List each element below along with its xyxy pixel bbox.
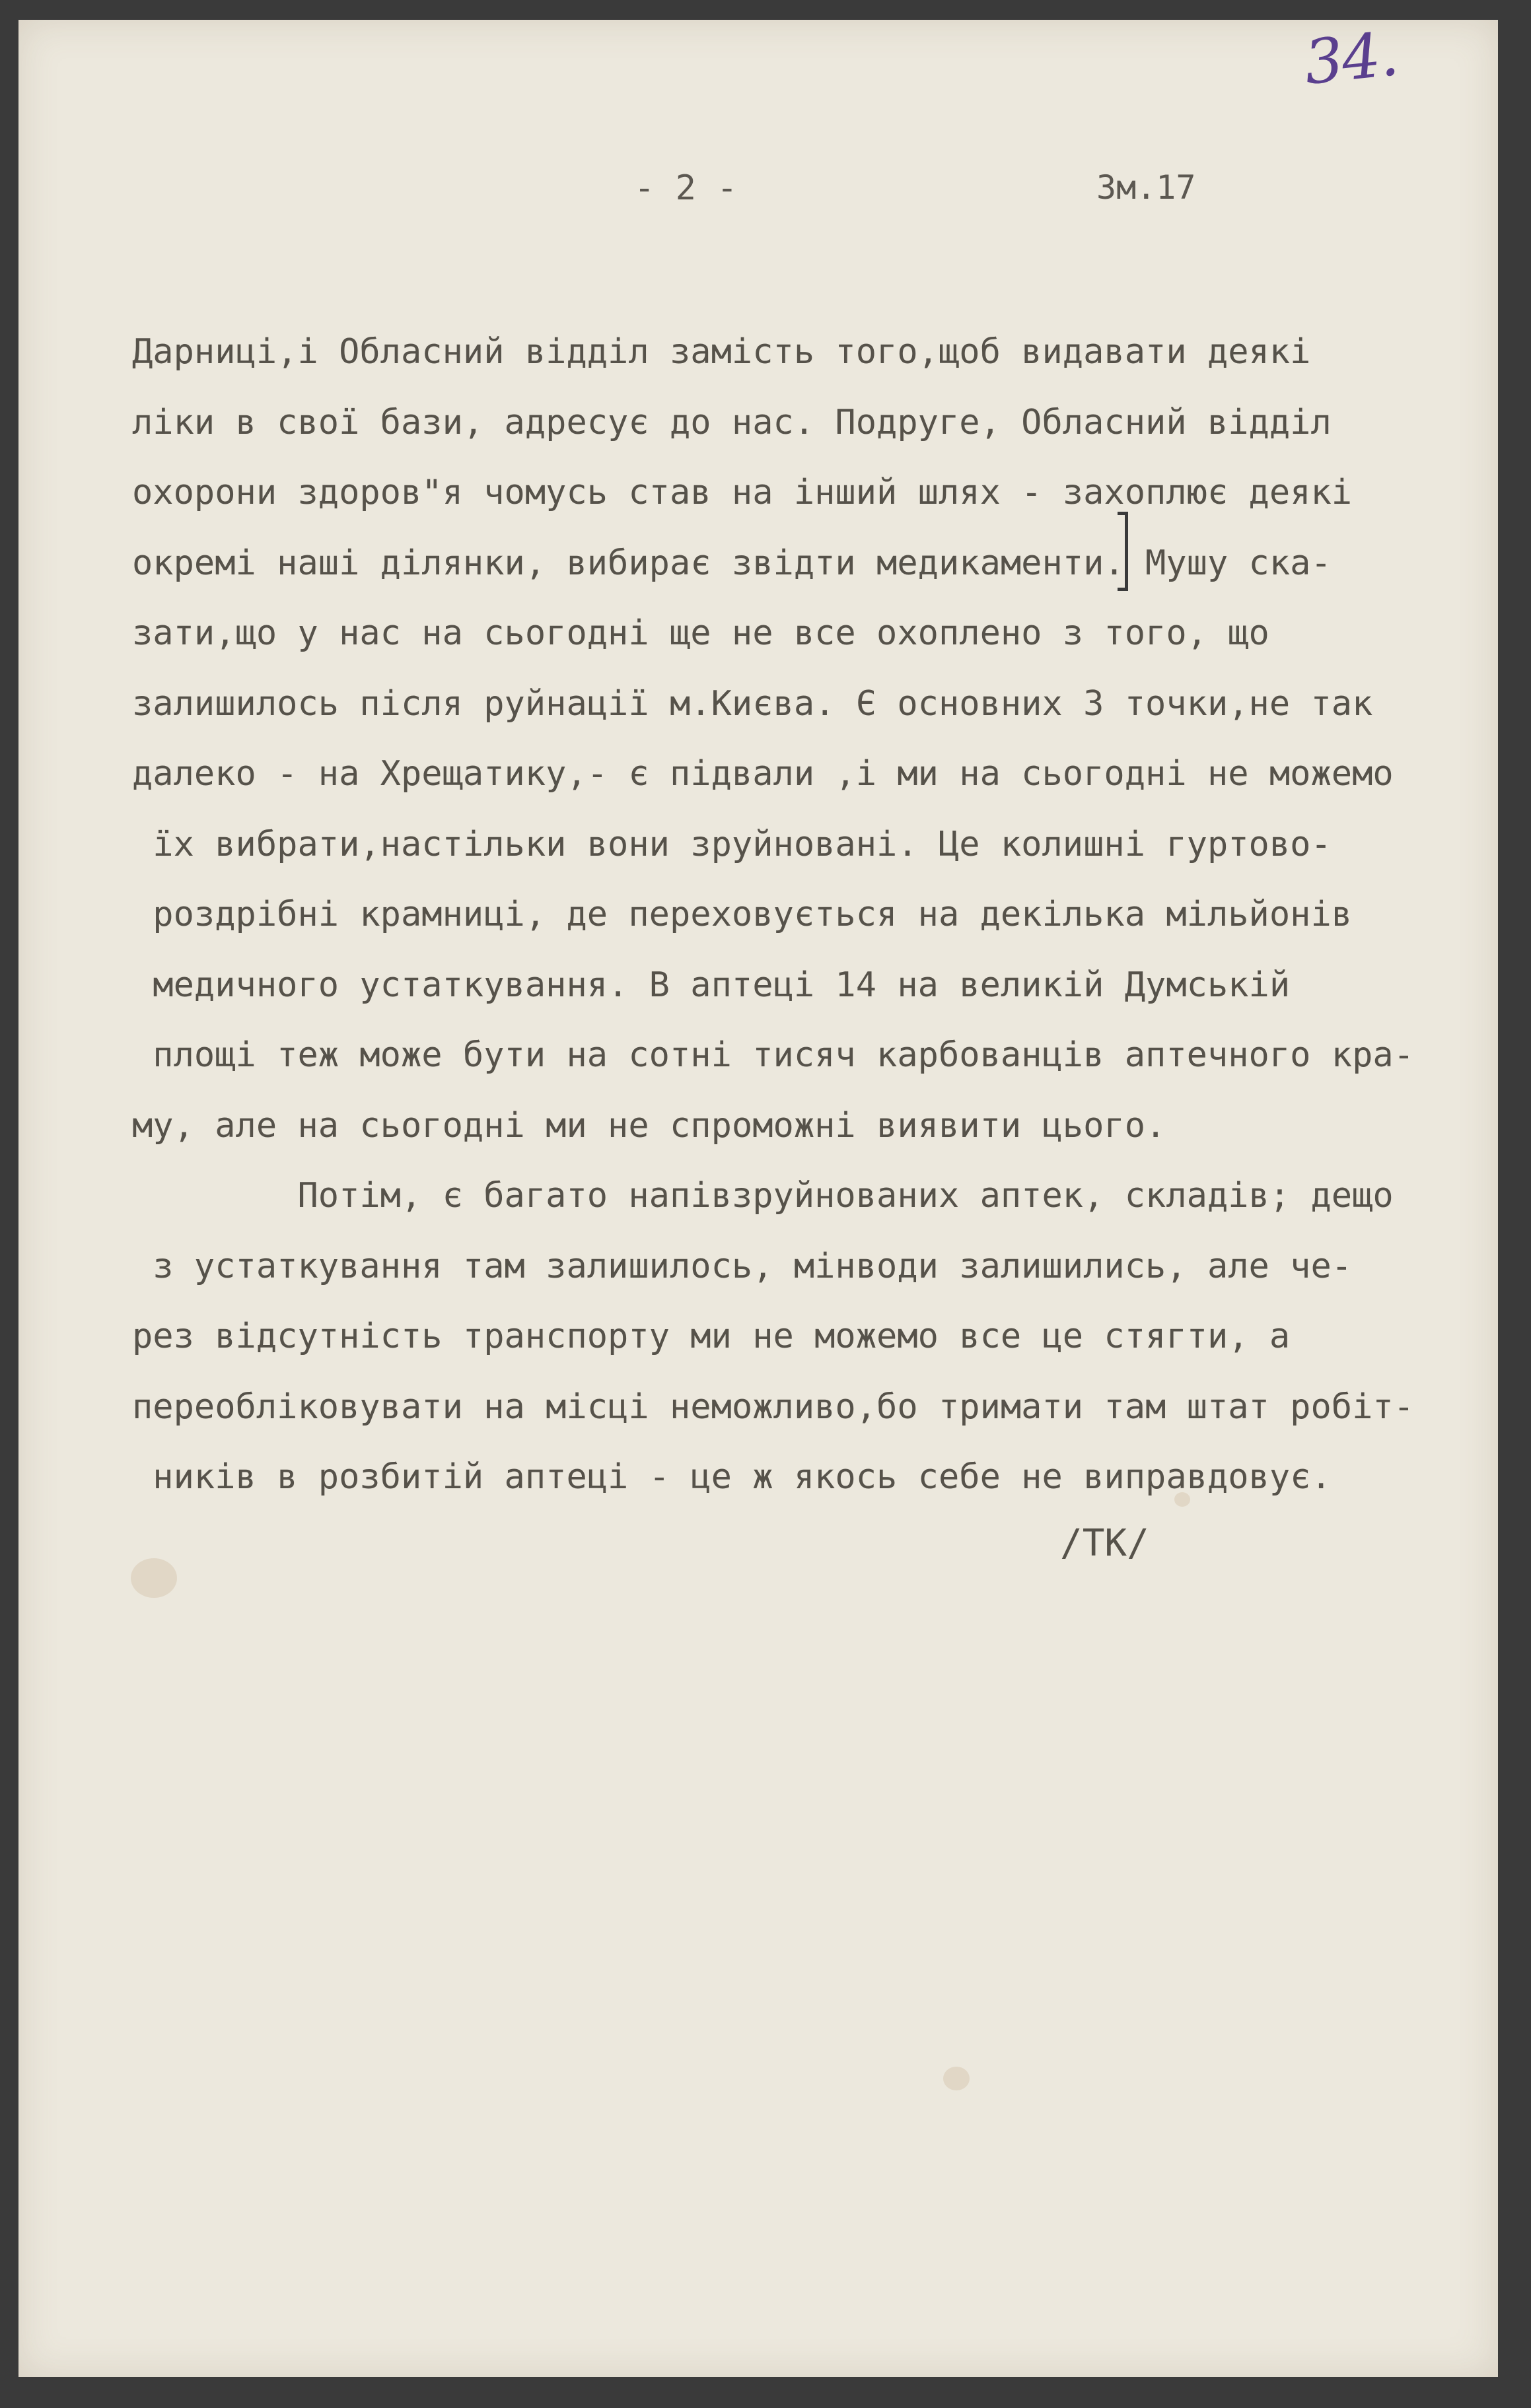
- text-line: охорони здоров"я чомусь став на інший шлях - захоплює деякі: [132, 473, 1353, 512]
- document-reference-code: Зм.17: [1096, 168, 1196, 207]
- text-line: Потім, є багато напівзруйнованих аптек, складів; дещо: [132, 1176, 1394, 1216]
- text-line: ліки в свої бази, адресує до нас. Подруге, Обласний відділ: [132, 402, 1332, 442]
- text-line: рез відсутність транспорту ми не можемо все це стягти, а: [132, 1317, 1291, 1356]
- text-line: залишилось після руйнації м.Києва. Є основних 3 точки,не так: [132, 683, 1373, 724]
- text-line: Дарниці,і Обласний відділ замість того,щоб видавати деякі: [132, 332, 1311, 372]
- text-line: роздрібні крамниці, де переховується на декілька мільйонів: [132, 895, 1353, 934]
- text-line: далеко - на Хрещатику,- є підвали ,і ми на сьогодні не можемо: [132, 754, 1394, 794]
- text-line: медичного устаткування. В аптеці 14 на великій Думській: [132, 965, 1291, 1005]
- text-line: зати,що у нас на сьогодні ще не все охоплено з того, що: [132, 613, 1269, 653]
- typist-initials: /ТК/: [1060, 1522, 1149, 1565]
- text-line: переобліковувати на місці неможливо,бо тримати там штат робіт-: [132, 1387, 1415, 1427]
- handwritten-bracket-mark: [1118, 512, 1128, 591]
- text-line: площі теж може бути на сотні тисяч карбованців аптечного кра-: [132, 1035, 1415, 1075]
- typed-body-text: [132, 317, 1415, 1513]
- text-line: з устаткування там залишилось, мінводи залишились, але че-: [132, 1246, 1353, 1286]
- archive-folio-number: 34.: [1300, 18, 1401, 99]
- page-number: - 2 -: [634, 168, 738, 208]
- text-line: їх вибрати,настільки вони зруйновані. Це колишні гуртово-: [132, 824, 1332, 864]
- text-line: му, але на сьогодні ми не спроможні виявити цього.: [132, 1105, 1166, 1146]
- text-line: ників в розбитій аптеці - це ж якось себе не виправдовує.: [132, 1457, 1332, 1497]
- paper-stain: [131, 1558, 177, 1598]
- text-line: окремі наші ділянки, вибирає звідти медикаменти. Мушу ска-: [132, 543, 1332, 583]
- paper-stain: [943, 2067, 970, 2090]
